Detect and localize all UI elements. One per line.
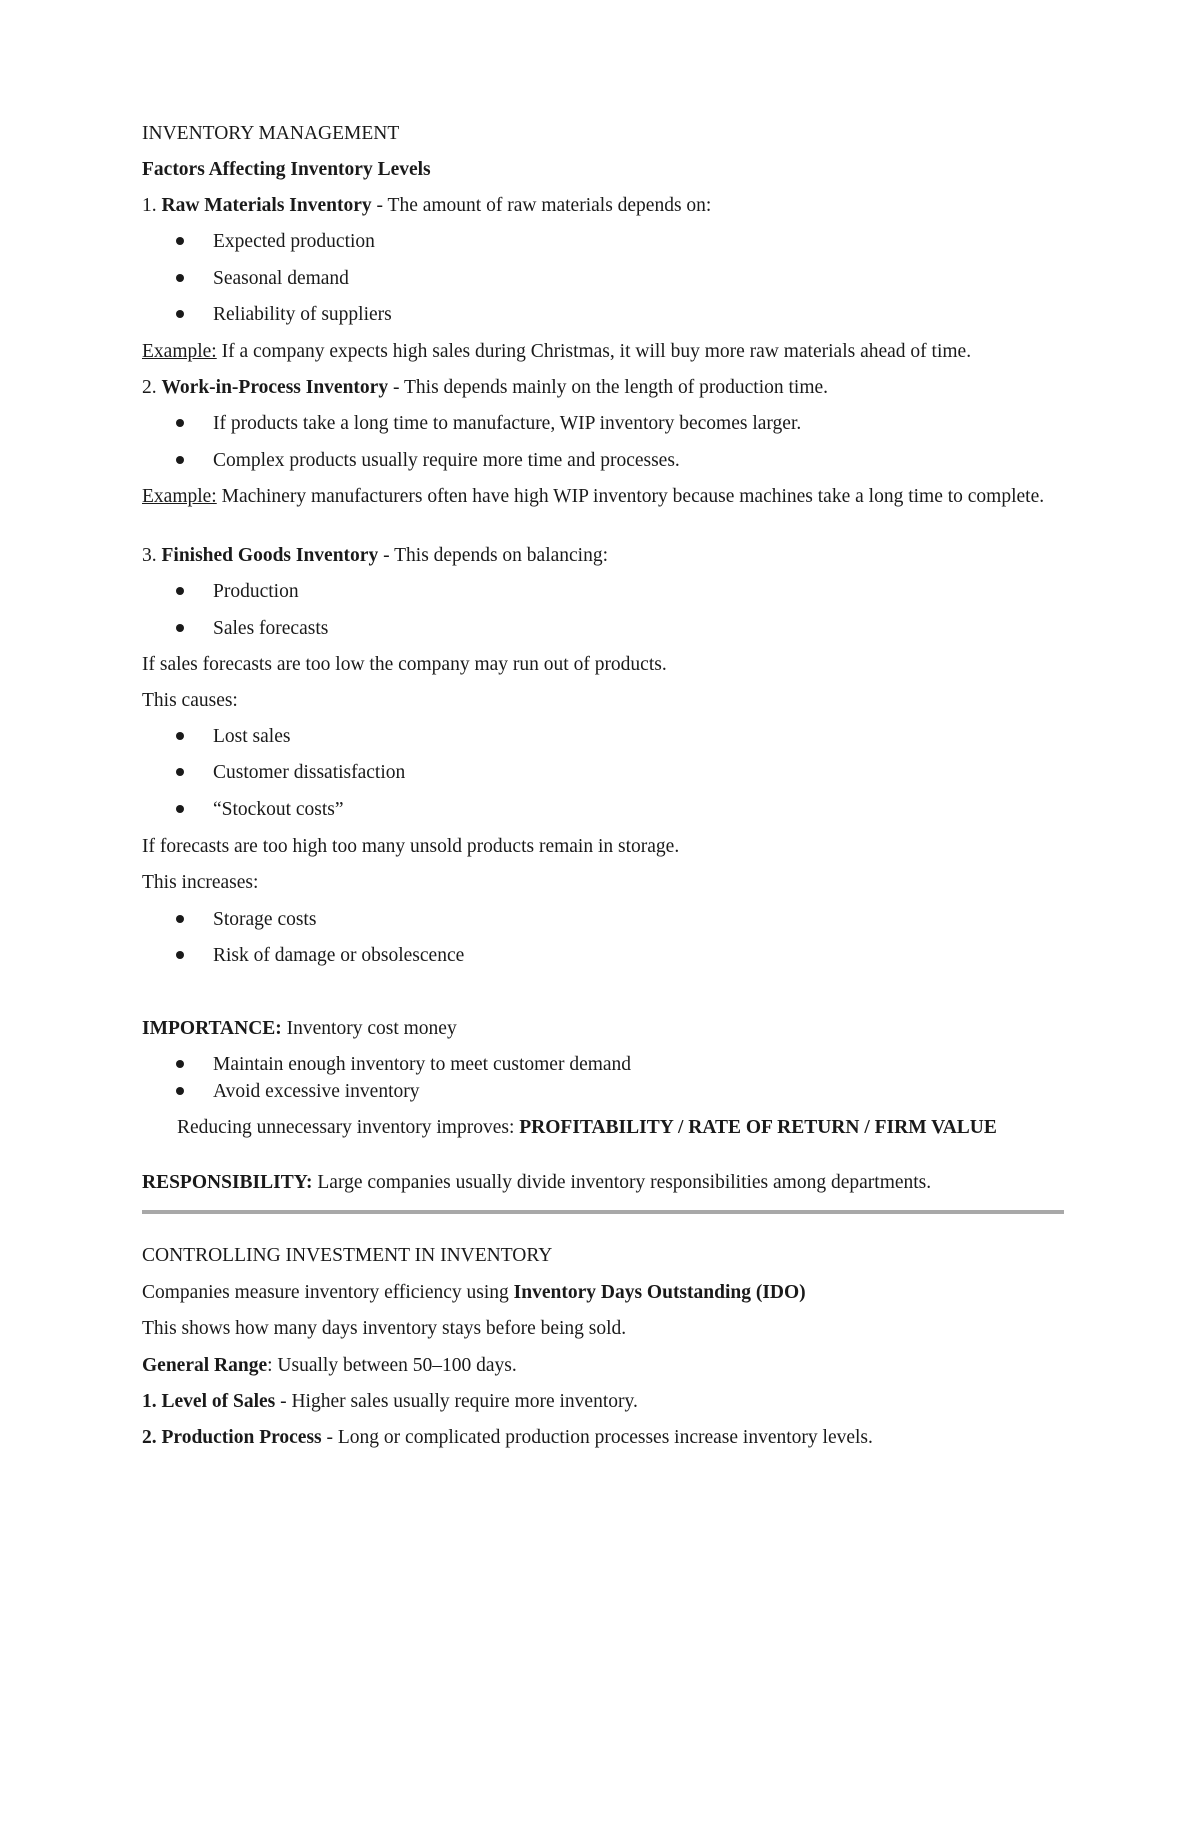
list-item: If products take a long time to manufacture, WIP inventory becomes larger. xyxy=(213,413,802,434)
bullet xyxy=(176,1087,184,1095)
importance-line: IMPORTANCE: Inventory cost money xyxy=(142,1018,457,1039)
responsibility-line: RESPONSIBILITY: Large companies usually divide inventory responsibilities among departments. xyxy=(142,1172,932,1193)
list-item: Production xyxy=(213,581,299,602)
causes-text: This causes: xyxy=(142,690,238,711)
list-item: Avoid excessive inventory xyxy=(213,1081,420,1102)
reducing-text: Reducing unnecessary inventory improves: PROFITABILITY / RATE OF RETURN / FIRM VALUE xyxy=(177,1117,997,1138)
bullet xyxy=(176,456,184,464)
raw-example: Example: If a company expects high sales during Christmas, it will buy more raw materials ahead of time. xyxy=(142,341,972,362)
list-item: “Stockout costs” xyxy=(213,799,344,820)
list-item: Risk of damage or obsolescence xyxy=(213,945,465,966)
list-item: Sales forecasts xyxy=(213,618,329,639)
bullet xyxy=(176,768,184,776)
bullet xyxy=(176,624,184,632)
production-process-line: 2. Production Process - Long or complicated production processes increase inventory levels. xyxy=(142,1427,873,1448)
increases-text: This increases: xyxy=(142,872,259,893)
raw-materials-line: 1. Raw Materials Inventory - The amount of raw materials depends on: xyxy=(142,195,712,216)
list-item: Reliability of suppliers xyxy=(213,304,392,325)
list-item: Lost sales xyxy=(213,726,291,747)
doc-title: INVENTORY MANAGEMENT xyxy=(142,123,400,144)
list-item: Maintain enough inventory to meet customer demand xyxy=(213,1054,632,1075)
list-item: Seasonal demand xyxy=(213,268,349,289)
bullet xyxy=(176,915,184,923)
finished-goods-line: 3. Finished Goods Inventory - This depends on balancing: xyxy=(142,545,609,566)
list-item: Customer dissatisfaction xyxy=(213,762,406,783)
forecast-low-text: If sales forecasts are too low the company may run out of products. xyxy=(142,654,667,675)
list-item: Expected production xyxy=(213,231,375,252)
controlling-title: CONTROLLING INVESTMENT IN INVENTORY xyxy=(142,1245,553,1266)
bullet xyxy=(176,587,184,595)
forecast-high-text: If forecasts are too high too many unsold products remain in storage. xyxy=(142,836,680,857)
wip-line: 2. Work-in-Process Inventory - This depends mainly on the length of production time. xyxy=(142,377,829,398)
shows-text: This shows how many days inventory stays before being sold. xyxy=(142,1318,627,1339)
horizontal-rule xyxy=(142,1210,1064,1214)
list-item: Complex products usually require more time and processes. xyxy=(213,450,680,471)
list-item: Storage costs xyxy=(213,909,317,930)
bullet xyxy=(176,274,184,282)
wip-example: Example: Machinery manufacturers often have high WIP inventory because machines take a long time to complete. xyxy=(142,486,1045,507)
range-line: General Range: Usually between 50–100 days. xyxy=(142,1355,517,1376)
level-of-sales-line: 1. Level of Sales - Higher sales usually require more inventory. xyxy=(142,1391,638,1412)
factors-heading: Factors Affecting Inventory Levels xyxy=(142,159,431,180)
bullet xyxy=(176,732,184,740)
measure-line: Companies measure inventory efficiency using Inventory Days Outstanding (IDO) xyxy=(142,1282,806,1303)
bullet xyxy=(176,1060,184,1068)
bullet xyxy=(176,237,184,245)
bullet xyxy=(176,419,184,427)
bullet xyxy=(176,951,184,959)
bullet xyxy=(176,805,184,813)
bullet xyxy=(176,310,184,318)
